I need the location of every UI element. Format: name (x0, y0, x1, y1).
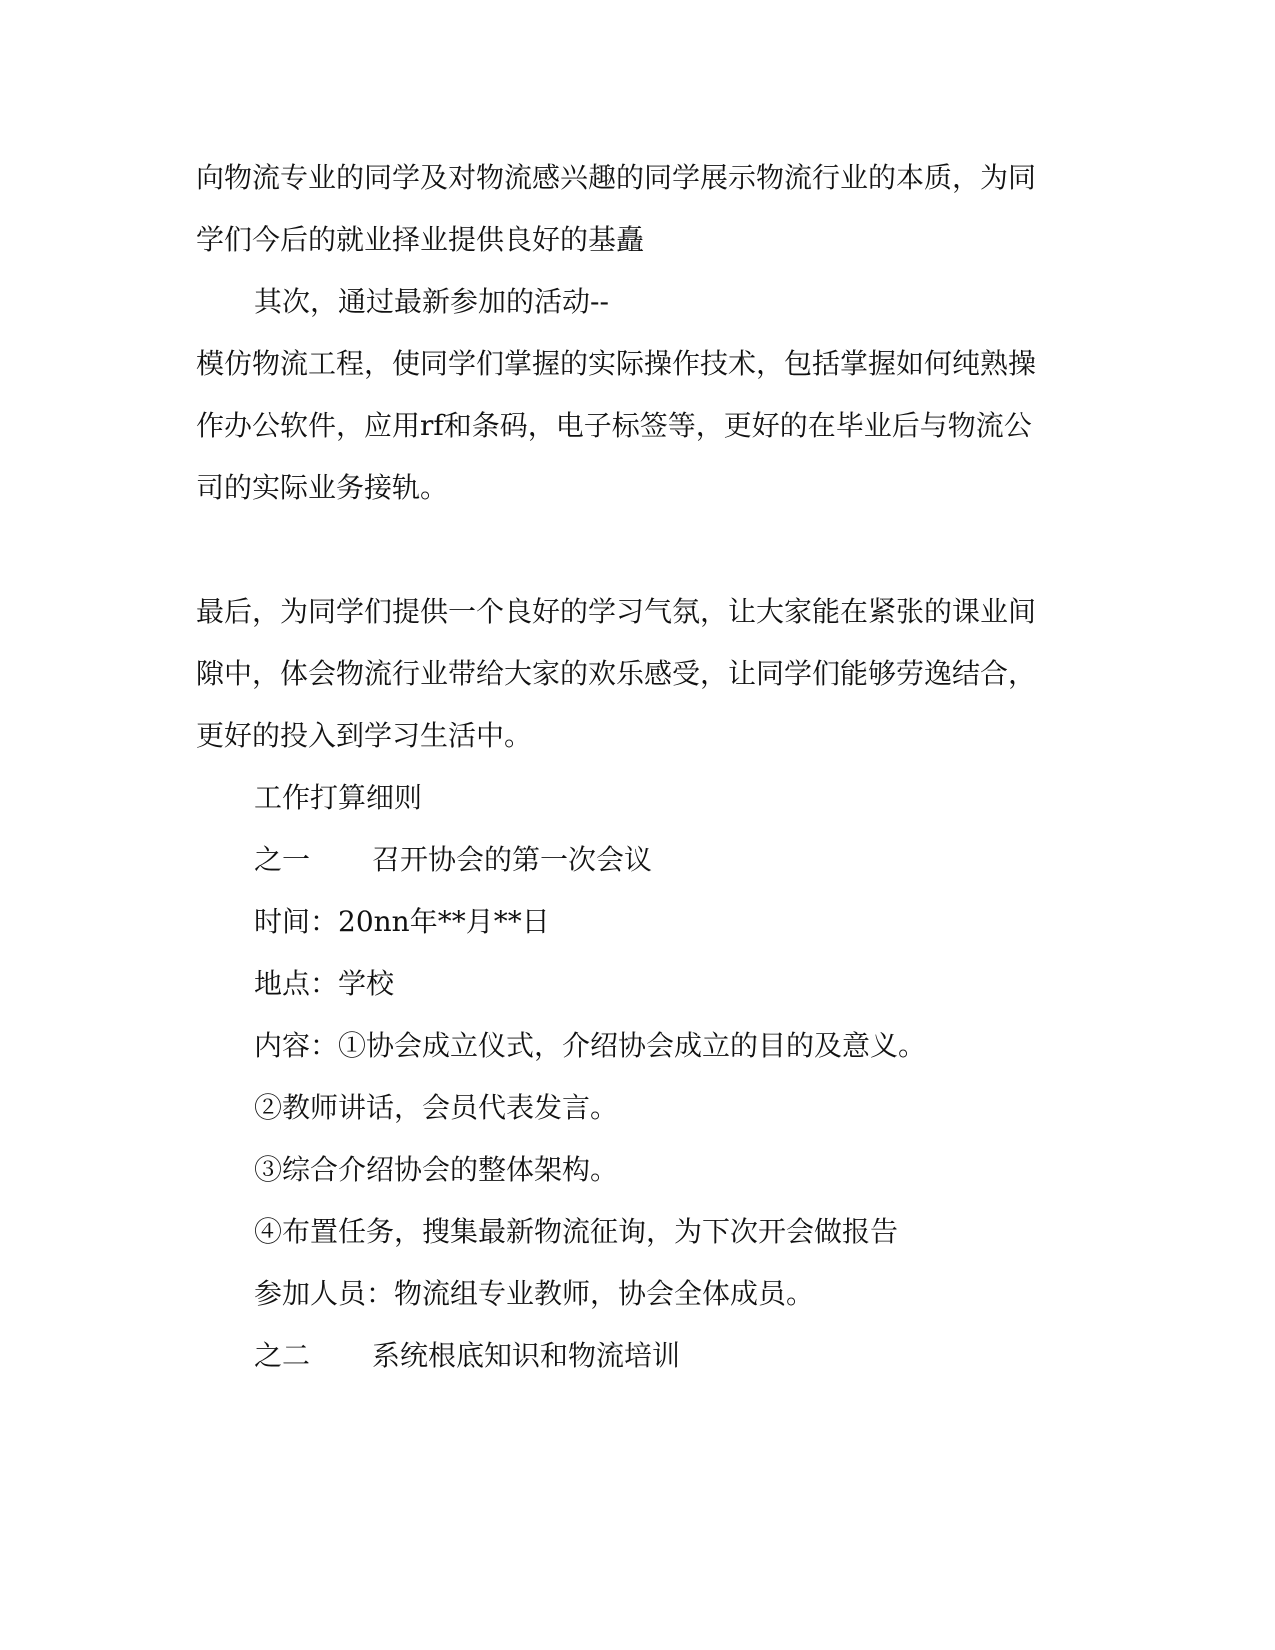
paragraph-2-line-1: 其次，通过最新参加的活动-- (254, 285, 609, 318)
plan-item-1-title: 召开协会的第一次会议 (372, 843, 653, 876)
meeting-participants: 参加人员：物流组专业教师，协会全体成员。 (254, 1277, 815, 1310)
plan-item-1 (254, 842, 652, 878)
plan-item-2-title: 系统根底知识和物流培训 (372, 1339, 681, 1372)
plan-item-2-number: 之二 (254, 1339, 311, 1372)
paragraph-2-line-3: 作办公软件，应用rf和条码，电子标签等，更好的在毕业后与物流公 (196, 409, 1032, 442)
paragraph-2-line-2: 模仿物流工程，使同学们掌握的实际操作技术，包括掌握如何纯熟操 (196, 347, 1037, 380)
paragraph-3-line-3: 更好的投入到学习生活中。 (196, 719, 533, 752)
plan-heading: 工作打算细则 (254, 781, 423, 814)
paragraph-1-line-2: 学们今后的就业择业提供良好的基矗 (196, 223, 645, 256)
paragraph-2-line-4: 司的实际业务接轨。 (196, 471, 449, 504)
meeting-place: 地点：学校 (254, 967, 395, 1000)
paragraph-1-line-1: 向物流专业的同学及对物流感兴趣的同学展示物流行业的本质，为同 (196, 161, 1037, 194)
plan-item-2 (254, 1338, 680, 1374)
meeting-content-3: ③综合介绍协会的整体架构。 (254, 1153, 619, 1186)
plan-item-1-number: 之一 (254, 843, 311, 876)
meeting-content-1: 内容：①协会成立仪式，介绍协会成立的目的及意义。 (254, 1029, 927, 1062)
meeting-content-2: ②教师讲话，会员代表发言。 (254, 1091, 619, 1124)
meeting-content-4: ④布置任务，搜集最新物流征询，为下次开会做报告 (254, 1215, 899, 1248)
paragraph-3-line-1: 最后，为同学们提供一个良好的学习气氛，让大家能在紧张的课业间 (196, 595, 1037, 628)
meeting-time: 时间：20nn年**月**日 (254, 905, 550, 938)
paragraph-3-line-2: 隙中，体会物流行业带给大家的欢乐感受，让同学们能够劳逸结合， (196, 657, 1037, 690)
